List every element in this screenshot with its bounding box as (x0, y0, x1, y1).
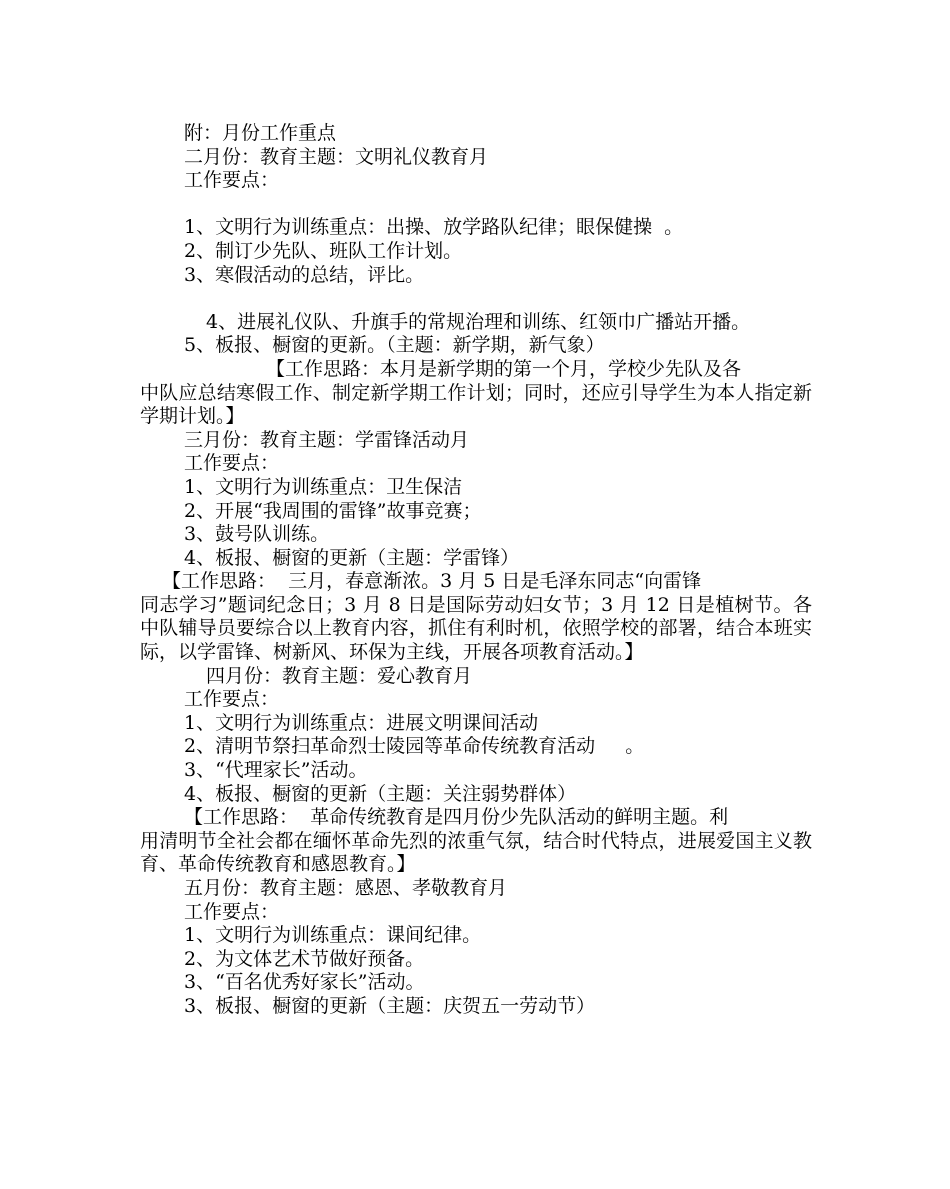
apr-title: 四月份：教育主题：爱心教育月 (206, 664, 473, 687)
may-points-label: 工作要点： (184, 900, 280, 923)
feb-item: 1、文明行为训练重点：出操、放学路队纪律；眼保健操 。 (184, 216, 684, 239)
apr-item: 2、清明节祭扫革命烈士陵园等革命传统教育活动 。 (184, 735, 645, 758)
apr-item: 3、“代理家长”活动。 (184, 759, 368, 782)
spacer (140, 287, 812, 311)
feb-item: 5、板报、橱窗的更新。（主题：新学期，新气象） (184, 334, 605, 357)
feb-item: 3、寒假活动的总结，评比。 (184, 263, 425, 286)
mar-thinking-rest: 同志学习”题词纪念日；3 月 8 日是国际劳动妇女节；3 月 12 日是植树节。各中队辅导员要综合以上教育内容，抓住有利时机，依照学校的部署，结合本班实际，以学雷锋、树新风、环保为主线，开展各项教育活动。】 (140, 593, 812, 664)
mar-thinking-first: 【工作思路： 三月，春意渐浓。3 月 5 日是毛泽东同志“向雷锋 (162, 570, 702, 593)
mar-item: 1、文明行为训练重点：卫生保洁 (184, 475, 463, 498)
document-body (140, 122, 812, 1019)
feb-thinking-first: 【工作思路：本月是新学期的第一个月，学校少先队及各 (266, 357, 742, 380)
feb-item: 2、制订少先队、班队工作计划。 (184, 239, 463, 262)
spacer (140, 193, 812, 217)
may-item: 2、为文体艺术节做好预备。 (184, 947, 425, 970)
feb-item: 4、进展礼仪队、升旗手的常规治理和训练、红领巾广播站开播。 (206, 310, 751, 333)
mar-item: 4、板报、橱窗的更新（主题：学雷锋） (184, 546, 520, 569)
may-item: 3、板报、橱窗的更新（主题：庆贺五一劳动节） (184, 994, 596, 1017)
mar-title: 三月份：教育主题：学雷锋活动月 (184, 428, 470, 451)
apr-points-label: 工作要点： (184, 688, 280, 711)
feb-thinking-rest: 中队应总结寒假工作、制定新学期工作计划；同时，还应引导学生为本人指定新学期计划。】 (140, 381, 812, 428)
apr-item: 1、文明行为训练重点：进展文明课间活动 (184, 711, 539, 734)
may-title: 五月份：教育主题：感恩、孝敬教育月 (184, 877, 508, 899)
mar-item: 3、鼓号队训练。 (184, 523, 330, 546)
feb-points-label: 工作要点： (184, 169, 280, 192)
apr-item: 4、板报、橱窗的更新（主题：关注弱势群体） (184, 782, 577, 805)
appendix-heading: 附：月份工作重点 (184, 122, 337, 144)
feb-title: 二月份：教育主题：文明礼仪教育月 (184, 145, 489, 168)
apr-thinking-first: 【工作思路： 革命传统教育是四月份少先队活动的鲜明主题。利 (184, 806, 729, 829)
may-item: 1、文明行为训练重点：课间纪律。 (184, 924, 482, 947)
mar-item: 2、开展“我周围的雷锋”故事竞赛； (184, 499, 482, 522)
may-item: 3、“百名优秀好家长”活动。 (184, 971, 425, 994)
mar-points-label: 工作要点： (184, 452, 280, 475)
apr-thinking-rest: 用清明节全社会都在缅怀革命先烈的浓重气氛，结合时代特点，进展爱国主义教育、革命传统教育和感恩教育。】 (140, 829, 812, 876)
